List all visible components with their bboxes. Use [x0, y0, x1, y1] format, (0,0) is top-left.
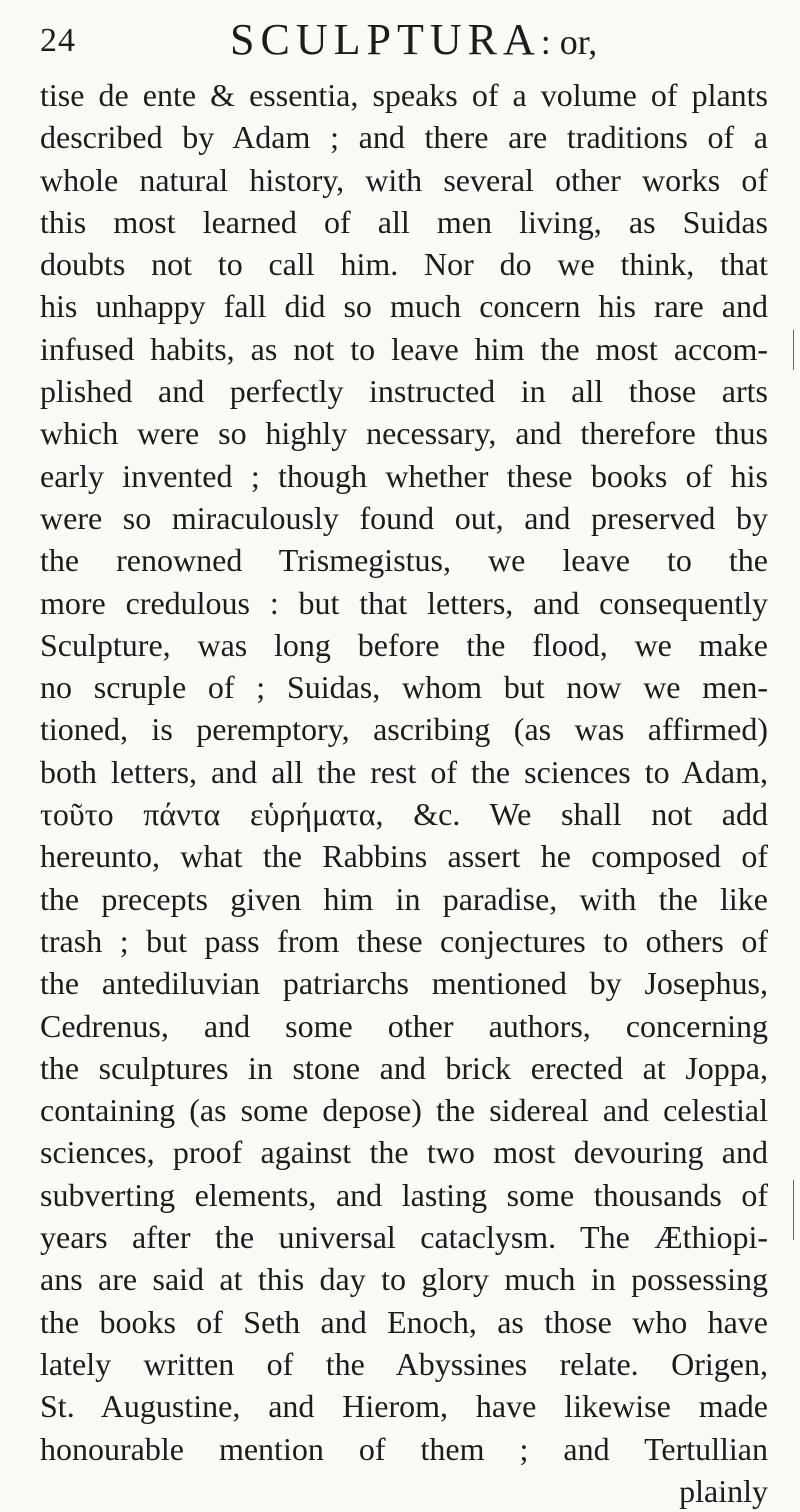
text-line: tise de ente & essentia, speaks of a volume of plants — [40, 77, 768, 113]
text-line: were so miraculously found out, and preserved by — [40, 499, 768, 536]
text-line: which were so highly necessary, and therefore thus — [40, 415, 768, 452]
text-line: no scruple of ; Suidas, whom but now we men- — [40, 669, 768, 706]
text-line: the books of Seth and Enoch, as those who have — [40, 1303, 768, 1340]
text-line: infused habits, as not to leave him the most accom- — [40, 330, 768, 367]
text-line: described by Adam ; and there are traditions of a — [40, 119, 768, 156]
text-line: τοῦτο πάντα εὑρήματα, &c. We shall not add — [40, 796, 768, 833]
text-line: both letters, and all the rest of the sciences to Adam, — [40, 753, 768, 790]
text-line: the renowned Trismegistus, we leave to the — [40, 542, 768, 579]
text-line: his unhappy fall did so much concern his rare and — [40, 288, 768, 325]
text-line: more credulous : but that letters, and consequently — [40, 584, 768, 621]
text-line: doubts not to call him. Nor do we think, that — [40, 246, 768, 283]
running-head — [230, 14, 597, 65]
text-line: tioned, is peremptory, ascribing (as was affirmed) — [40, 711, 768, 748]
text-line: whole natural history, with several other works of — [40, 161, 768, 198]
text-line: St. Augustine, and Hierom, have likewise made — [40, 1388, 768, 1425]
text-line: Cedrenus, and some other authors, concerning — [40, 1007, 768, 1044]
running-suffix: : or, — [540, 22, 598, 62]
text-line: sciences, proof against the two most devouring and — [40, 1134, 768, 1171]
text-line: this most learned of all men living, as Suidas — [40, 203, 768, 240]
body-text — [40, 74, 768, 1512]
text-line: the antediluvian patriarchs mentioned by Josephus, — [40, 965, 768, 1002]
text-line: subverting elements, and lasting some thousands of — [40, 1176, 768, 1213]
text-line: lately written of the Abyssines relate. Origen, — [40, 1345, 768, 1382]
text-line: early invented ; though whether these books of his — [40, 457, 768, 494]
catchword: plainly — [679, 1472, 768, 1509]
page-header — [40, 10, 760, 70]
text-line: honourable mention of them ; and Tertullian — [40, 1430, 768, 1467]
page-number: 24 — [40, 22, 76, 59]
text-line: trash ; but pass from these conjectures to others of — [40, 922, 768, 959]
text-line: Sculpture, was long before the flood, we make — [40, 626, 768, 663]
text-line: hereunto, what the Rabbins assert he composed of — [40, 838, 768, 875]
text-line: plished and perfectly instructed in all those arts — [40, 373, 768, 410]
text-line: years after the universal cataclysm. The Æthiopi- — [40, 1219, 768, 1256]
running-title: SCULPTURA — [230, 15, 541, 64]
text-line: the sculptures in stone and brick erected at Joppa, — [40, 1049, 768, 1086]
page-edge-mark — [793, 1180, 794, 1240]
text-line: containing (as some depose) the sidereal and celestial — [40, 1092, 768, 1129]
text-line: ans are said at this day to glory much in possessing — [40, 1261, 768, 1298]
text-line: the precepts given him in paradise, with the like — [40, 880, 768, 917]
page-edge-mark — [793, 330, 794, 370]
